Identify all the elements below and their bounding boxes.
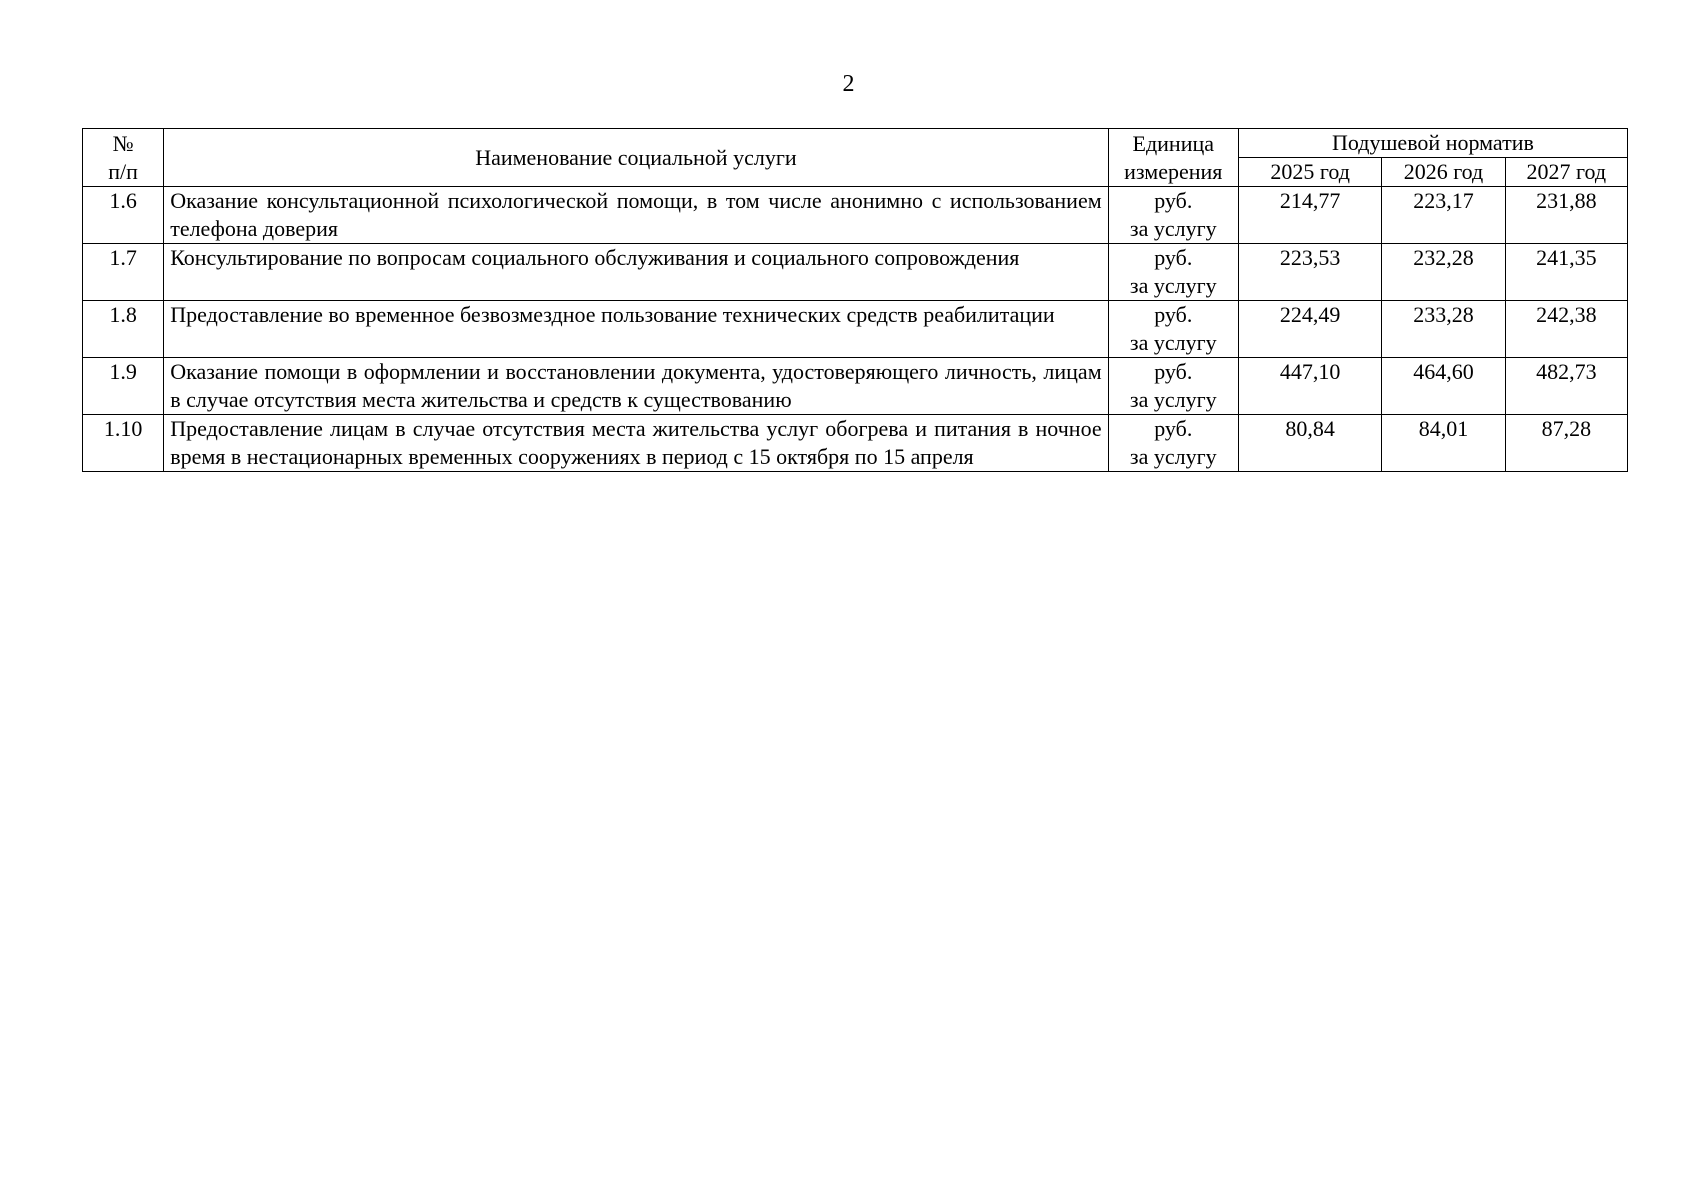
unit-cell xyxy=(1108,244,1238,301)
value-2026: 232,28 xyxy=(1382,244,1505,301)
unit-line1: руб. xyxy=(1154,188,1193,213)
table-row xyxy=(83,301,1628,358)
table-row xyxy=(83,244,1628,301)
service-name: Предоставление лицам в случае отсутствия места жительства услуг обогрева и питания в ночное время в нестационарных временных сооружениях в период с 15 октября по 15 апреля xyxy=(164,415,1108,472)
value-2027: 87,28 xyxy=(1505,415,1627,472)
header-num xyxy=(83,129,164,187)
row-number: 1.6 xyxy=(83,187,164,244)
unit-cell xyxy=(1108,301,1238,358)
service-name: Оказание помощи в оформлении и восстановлении документа, удостоверяющего личность, лицам в случае отсутствия места жительства и средств к существованию xyxy=(164,358,1108,415)
service-name: Предоставление во временное безвозмездное пользование технических средств реабилитации xyxy=(164,301,1108,358)
unit-line2: за услугу xyxy=(1129,387,1217,412)
header-year-2027: 2027 год xyxy=(1505,158,1627,187)
value-2025: 80,84 xyxy=(1238,415,1381,472)
unit-line1: руб. xyxy=(1154,302,1193,327)
unit-line1: руб. xyxy=(1154,416,1193,441)
unit-cell xyxy=(1108,187,1238,244)
value-2026: 464,60 xyxy=(1382,358,1505,415)
unit-line2: за услугу xyxy=(1129,273,1217,298)
header-year-2026: 2026 год xyxy=(1382,158,1505,187)
header-num-line1: № xyxy=(112,130,134,156)
value-2025: 447,10 xyxy=(1238,358,1381,415)
value-2025: 224,49 xyxy=(1238,301,1381,358)
unit-line2: за услугу xyxy=(1129,216,1217,241)
value-2027: 242,38 xyxy=(1505,301,1627,358)
unit-cell xyxy=(1108,415,1238,472)
value-2026: 223,17 xyxy=(1382,187,1505,244)
table-row xyxy=(83,187,1628,244)
unit-line2: за услугу xyxy=(1129,330,1217,355)
unit-line1: руб. xyxy=(1154,245,1193,270)
unit-line2: за услугу xyxy=(1129,444,1217,469)
table-row xyxy=(83,358,1628,415)
value-2027: 482,73 xyxy=(1505,358,1627,415)
row-number: 1.10 xyxy=(83,415,164,472)
header-name: Наименование социальной услуги xyxy=(164,129,1108,187)
header-normative: Подушевой норматив xyxy=(1238,129,1627,158)
value-2027: 231,88 xyxy=(1505,187,1627,244)
table-header-row xyxy=(83,129,1628,158)
service-name: Консультирование по вопросам социального обслуживания и социального сопровождения xyxy=(164,244,1108,301)
header-unit-line1: Единица xyxy=(1132,130,1215,156)
unit-line1: руб. xyxy=(1154,359,1193,384)
table-row xyxy=(83,415,1628,472)
header-year-2025: 2025 год xyxy=(1238,158,1381,187)
value-2027: 241,35 xyxy=(1505,244,1627,301)
row-number: 1.7 xyxy=(83,244,164,301)
value-2025: 214,77 xyxy=(1238,187,1381,244)
page-number: 2 xyxy=(842,71,855,97)
service-name: Оказание консультационной психологической помощи, в том числе анонимно с использованием телефона доверия xyxy=(164,187,1108,244)
header-unit xyxy=(1108,129,1238,187)
unit-cell xyxy=(1108,358,1238,415)
value-2026: 233,28 xyxy=(1382,301,1505,358)
row-number: 1.9 xyxy=(83,358,164,415)
normative-table xyxy=(82,128,1628,472)
value-2025: 223,53 xyxy=(1238,244,1381,301)
value-2026: 84,01 xyxy=(1382,415,1505,472)
row-number: 1.8 xyxy=(83,301,164,358)
header-unit-line2: измерения xyxy=(1124,158,1223,184)
header-num-line2: п/п xyxy=(108,158,138,184)
